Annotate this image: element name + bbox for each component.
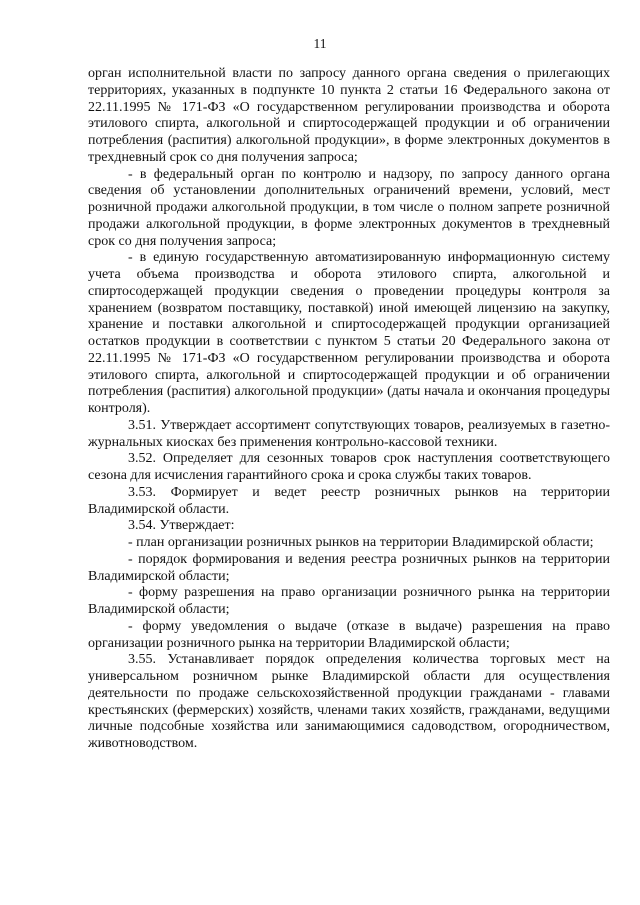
paragraph-continuation: орган исполнительной власти по запросу данного органа сведения о прилегающих территориях, указанных в подпункте 10 пункта 2 статьи 16 Федерального закона от 22.11.1995 № 171-ФЗ «О государственном регулировании производства и оборота этилового спирта, алкогольной и спиртосодержащей продукции и об ограничении потребления (распития) алкогольной продукции», в форме электронных документов в трехдневный срок со дня получения запроса;: [88, 66, 610, 165]
document-body: [88, 66, 610, 753]
list-item-notice-form: - форму уведомления о выдаче (отказе в выдаче) разрешения на право организации розничного рынка на территории Владимирской области;: [88, 618, 610, 651]
clause-3-55: 3.55. Устанавливает порядок определения количества торговых мест на универсальном розничном рынке Владимирской области для осуществления деятельности по продаже сельскохозяйственной продукции гражданами - главами крестьянских (фермерских) хозяйств, членами таких хозяйств, гражданами, ведущими личные подсобные хозяйства или занимающимися садоводством, огородничеством, животноводством.: [88, 652, 610, 751]
list-item-market-plan: - план организации розничных рынков на территории Владимирской области;: [128, 535, 594, 550]
clause-3-52: 3.52. Определяет для сезонных товаров срок наступления соответствующего сезона для исчисления гарантийного срока и срока службы таких товаров.: [88, 451, 610, 483]
page-number: 11: [313, 36, 327, 51]
list-item-registry-procedure: - порядок формирования и ведения реестра розничных рынков на территории Владимирской области;: [88, 551, 610, 584]
clause-3-54: 3.54. Утверждает:: [128, 518, 235, 534]
list-item-egais: - в единую государственную автоматизированную информационную систему учета объема производства и оборота этилового спирта, алкогольной и спиртосодержащей продукции сведения о проведении процедуры контроля за хранением (возвратом поставщику, поставкой) иной имеющей лицензию на закупку, хранение и поставки алкогольной и спиртосодержащей продукции организацией остатков продукции в соответствии с пунктом 5 статьи 20 Федерального закона от 22.11.1995 № 171-ФЗ «О государственном регулировании производства и оборота этилового спирта, алкогольной и спиртосодержащей продукции и об ограничении потребления (распития) алкогольной продукции» (даты начала и окончания процедуры контроля).: [88, 250, 610, 416]
list-item-federal-authority: - в федеральный орган по контролю и надзору, по запросу данного органа сведения об установлении дополнительных ограничений времени, условий, мест розничной продажи алкогольной продукции, в том числе о полном запрете розничной продажи алкогольной продукции, в форме электронных документов в трехдневный срок со дня получения запроса;: [88, 166, 610, 249]
clause-3-53: 3.53. Формирует и ведет реестр розничных рынков на территории Владимирской области.: [88, 484, 610, 517]
list-item-permit-form: - форму разрешения на право организации розничного рынка на территории Владимирской области;: [88, 585, 610, 617]
clause-3-51: 3.51. Утверждает ассортимент сопутствующих товаров, реализуемых в газетно-журнальных киосках без применения контрольно-кассовой техники.: [88, 417, 610, 450]
